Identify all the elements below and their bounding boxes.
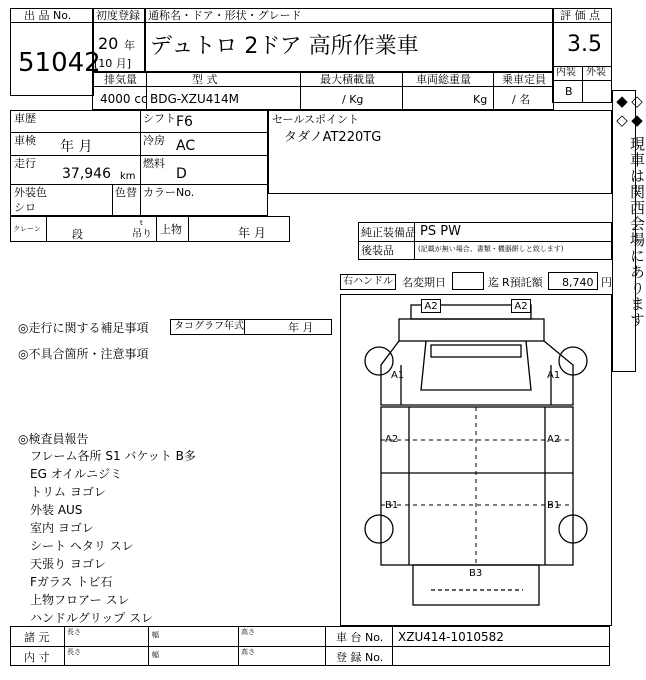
upper-value: 年 月 <box>238 226 266 240</box>
model-name: デュトロ 2ドア 高所作業車 <box>150 34 419 59</box>
damage-mark: A2 <box>511 299 531 313</box>
fuel-label: 燃料 <box>143 157 165 170</box>
inspector-line: フレーム各所 S1 バケット B多 <box>30 449 196 463</box>
length-label: 長さ <box>67 628 81 636</box>
color-code-label: カラーNo. <box>143 186 195 199</box>
registration-label: 登 録 No. <box>336 651 384 664</box>
reg-year-unit: 年 <box>124 39 135 52</box>
recycle-unit: 円 <box>601 276 612 289</box>
damage-mark: A2 <box>547 434 561 445</box>
reg-month: [10 月] <box>94 57 132 70</box>
tachograph-label: タコグラフ年式 <box>174 321 244 332</box>
inspector-line: 上物フロアー スレ <box>30 593 130 607</box>
history-label: 車歴 <box>14 112 36 125</box>
mileage-label: 走行 <box>14 157 36 170</box>
upper-label: 上物 <box>160 223 182 236</box>
inspector-line: シート ヘタリ スレ <box>30 539 134 553</box>
damage-mark: A2 <box>385 434 399 445</box>
inspector-line: 外装 AUS <box>30 503 83 517</box>
inspection-label: 車検 <box>14 134 36 147</box>
gross-weight-label: 車両総重量 <box>416 73 471 86</box>
width-label: 幅 <box>152 651 159 659</box>
ac-label: 冷房 <box>143 134 165 147</box>
genuine-value: PS PW <box>420 224 461 239</box>
model-label: 通称名・ドア・形状・グレード <box>148 9 302 22</box>
tachograph-value: 年 月 <box>288 321 314 334</box>
chassis-label: 車 台 No. <box>336 631 384 644</box>
reg-year: 20 <box>98 34 119 53</box>
type-value: BDG-XZU414M <box>150 92 239 106</box>
damage-mark: B1 <box>547 500 561 511</box>
due-label: 迄 <box>488 276 499 289</box>
recycle-value: 8,740 <box>562 276 594 289</box>
inspection-value: 年 月 <box>60 139 93 155</box>
damage-mark: A2 <box>421 299 441 313</box>
shift-label: シフト <box>143 112 176 125</box>
crane-t: t <box>140 219 143 227</box>
inspector-line: トリム ヨゴレ <box>30 485 106 499</box>
crane-label: クレーン <box>13 225 41 233</box>
max-load-label: 最大積載量 <box>320 73 375 86</box>
damage-mark: B1 <box>385 500 399 511</box>
shift-value: F6 <box>176 114 193 130</box>
crane-hang: 吊り <box>132 229 152 240</box>
displacement-label: 排気量 <box>104 73 137 86</box>
type-label: 型 式 <box>192 73 218 86</box>
inspector-line: 天張り ヨゴレ <box>30 557 106 571</box>
displacement-value: 4000 cc <box>100 92 148 106</box>
inspector-line: ハンドルグリップ スレ <box>30 611 154 625</box>
inspector-line: 室内 ヨゴレ <box>30 521 94 535</box>
damage-mark: B3 <box>469 568 483 579</box>
spec-label: 諸 元 <box>24 631 50 644</box>
aftermarket-note: (記載が無い場合、書類・機器餅しと致します) <box>418 245 564 253</box>
height-label: 高さ <box>241 628 255 636</box>
damage-mark: A1 <box>547 370 561 381</box>
crane-stage: 段 <box>72 228 83 241</box>
truck-diagram <box>340 294 612 626</box>
color-change-label: 色替 <box>115 186 137 199</box>
first-reg-label: 初度登録 <box>96 9 140 22</box>
chassis-no: XZU414-1010582 <box>398 630 504 644</box>
sales-point-label: セールスポイント <box>272 113 360 126</box>
inspector-line: EG オイルニジミ <box>30 467 123 481</box>
mileage-unit: km <box>120 171 136 182</box>
name-change-label: 名変期日 <box>402 276 446 289</box>
length-label: 長さ <box>67 648 81 656</box>
defects-title: ◎不具合箇所・注意事項 <box>18 347 149 361</box>
width-label: 幅 <box>152 631 159 639</box>
ac-value: AC <box>176 138 196 154</box>
rhd-label: 右ハンドル <box>343 276 393 287</box>
driving-notes-title: ◎走行に関する補足事項 <box>18 321 149 335</box>
max-load-unit: / Kg <box>342 93 364 106</box>
gross-weight-unit: Kg <box>473 93 488 106</box>
height-label: 高さ <box>241 648 255 656</box>
name-change-box <box>452 272 484 290</box>
aftermarket-label: 後装品 <box>361 244 394 257</box>
exterior-color-value: シロ <box>14 201 36 214</box>
exterior-label: 外装 <box>586 67 606 78</box>
side-banner: ◇◆ 現車は関西会場にあります ◆◇ <box>613 92 646 328</box>
fuel-value: D <box>176 166 187 182</box>
recycle-label: R預託額 <box>502 276 543 289</box>
exterior-color-label: 外装色 <box>14 186 47 199</box>
sales-point-value: タダノAT220TG <box>284 130 382 145</box>
capacity-label: 乗車定員 <box>502 73 546 86</box>
inspector-title: ◎検査員報告 <box>18 432 89 446</box>
interior-label: 内装 <box>556 67 576 78</box>
interior-grade: B <box>565 85 573 98</box>
genuine-label: 純正装備品 <box>361 226 416 239</box>
interior-size-label: 内 寸 <box>24 651 50 664</box>
damage-mark: A1 <box>391 370 405 381</box>
inspector-line: Fガラス トビ石 <box>30 575 113 589</box>
capacity-unit: / 名 <box>512 93 531 106</box>
mileage-value: 37,946 <box>62 166 111 182</box>
lot-no-label: 出 品 No. <box>24 9 72 22</box>
details-left <box>10 110 268 216</box>
lot-no: 51042 <box>18 48 101 78</box>
score-value: 3.5 <box>567 32 602 57</box>
score-label: 評 価 点 <box>560 9 600 22</box>
